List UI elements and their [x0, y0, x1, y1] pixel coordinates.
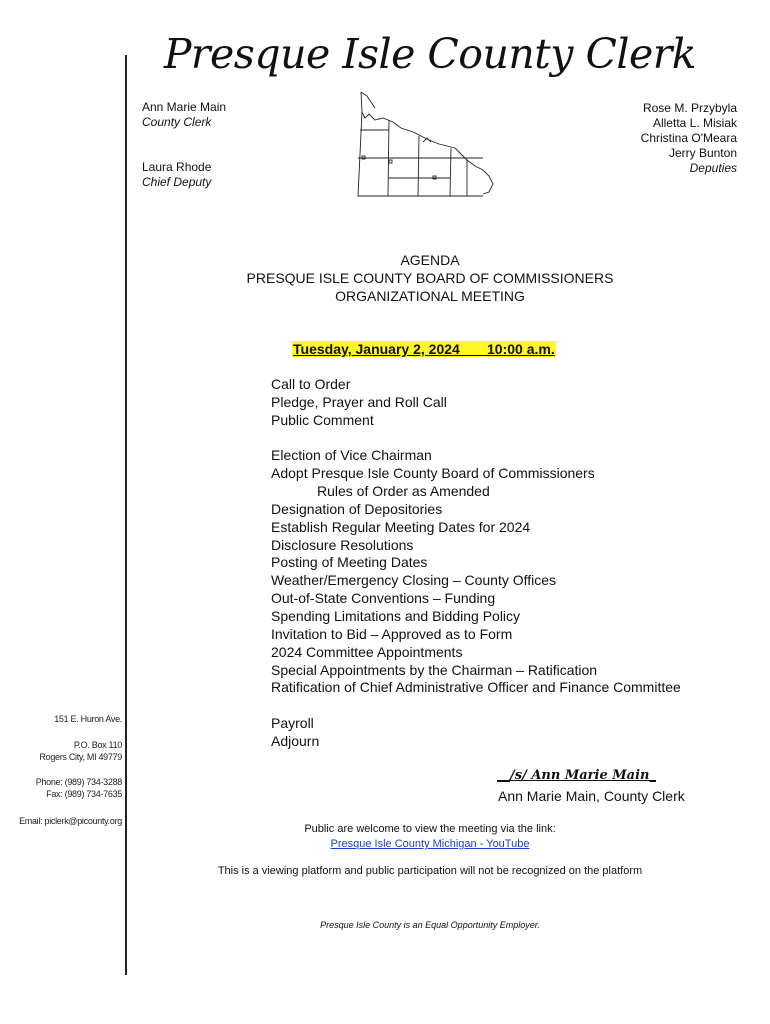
- agenda-item: Public Comment: [271, 411, 374, 428]
- address-street: 151 E. Huron Ave.: [54, 714, 122, 724]
- email-address: Email: piclerk@picounty.org: [19, 816, 122, 826]
- agenda-item: Designation of Depositories: [271, 500, 443, 517]
- fax-number: Fax: (989) 734-7635: [46, 789, 122, 799]
- youtube-link[interactable]: Presque Isle County Michigan - YouTube: [330, 838, 530, 850]
- agenda-item: Election of Vice Chairman: [271, 447, 432, 464]
- agenda-item: Spending Limitations and Bidding Policy: [271, 607, 521, 624]
- clerk-name: Ann Marie Main: [142, 100, 227, 114]
- agenda-item: 2024 Committee Appointments: [271, 643, 463, 660]
- presque-isle-county-map-icon: [355, 90, 495, 198]
- agenda-item-continued: Rules of Order as Amended: [317, 483, 490, 500]
- agenda-item: Pledge, Prayer and Roll Call: [271, 393, 447, 410]
- margin-rule: [125, 55, 127, 975]
- agenda-item: Weather/Emergency Closing – County Offices: [271, 572, 557, 589]
- address-po-box: P.O. Box 110: [73, 740, 122, 750]
- agenda-item: Ratification of Chief Administrative Officer and Finance Committee: [271, 679, 681, 696]
- agenda-item: Establish Regular Meeting Dates for 2024: [271, 518, 531, 535]
- agenda-item: Out-of-State Conventions – Funding: [271, 590, 496, 607]
- deputies-block: [641, 101, 737, 176]
- agenda-item: Disclosure Resolutions: [271, 536, 414, 553]
- agenda-item: Adjourn: [271, 732, 320, 749]
- clerk-role: County Clerk: [142, 115, 212, 129]
- phone-number: Phone: (989) 734-3288: [35, 777, 122, 787]
- agenda-heading-line: PRESQUE ISLE COUNTY BOARD OF COMMISSIONERS: [246, 270, 614, 286]
- deputy-block: [142, 160, 211, 190]
- clerk-block: [142, 100, 226, 130]
- equal-opportunity-statement: Presque Isle County is an Equal Opportunity Employer.: [320, 920, 540, 930]
- agenda-item: Call to Order: [271, 376, 351, 392]
- agenda-heading: [130, 251, 730, 305]
- deputy-list-item: Alletta L. Misiak: [652, 116, 737, 130]
- signature: __/s/ Ann Marie Main_: [497, 768, 656, 783]
- agenda-heading-line: AGENDA: [400, 252, 460, 268]
- letterhead-title: Presque Isle County Clerk: [163, 30, 697, 78]
- agenda-item: Posting of Meeting Dates: [271, 554, 428, 571]
- public-viewing-notice: [190, 822, 670, 852]
- deputy-role: Chief Deputy: [142, 175, 212, 189]
- agenda-items-closing: [271, 715, 319, 751]
- meeting-date-time: Tuesday, January 2, 2024 10:00 a.m.: [293, 341, 555, 357]
- agenda-item: Special Appointments by the Chairman – Ratification: [271, 661, 598, 678]
- agenda-item: Invitation to Bid – Approved as to Form: [271, 625, 513, 642]
- agenda-item: Payroll: [271, 715, 314, 731]
- deputy-list-item: Jerry Bunton: [668, 146, 737, 160]
- public-text: Public are welcome to view the meeting via the link:: [304, 823, 556, 835]
- signature-name-title: Ann Marie Main, County Clerk: [498, 788, 685, 804]
- address-city: Rogers City, MI 49779: [39, 752, 122, 762]
- deputy-list-item: Christina O'Meara: [640, 131, 737, 145]
- agenda-item: Adopt Presque Isle County Board of Commissioners: [271, 465, 595, 482]
- deputy-list-item: Rose M. Przybyla: [642, 101, 737, 115]
- deputies-role: Deputies: [689, 161, 737, 175]
- agenda-items: [271, 376, 681, 697]
- deputy-name: Laura Rhode: [142, 160, 212, 174]
- viewing-platform-notice: This is a viewing platform and public participation will not be recognized on the platform: [217, 865, 643, 877]
- agenda-heading-line: ORGANIZATIONAL MEETING: [335, 288, 525, 304]
